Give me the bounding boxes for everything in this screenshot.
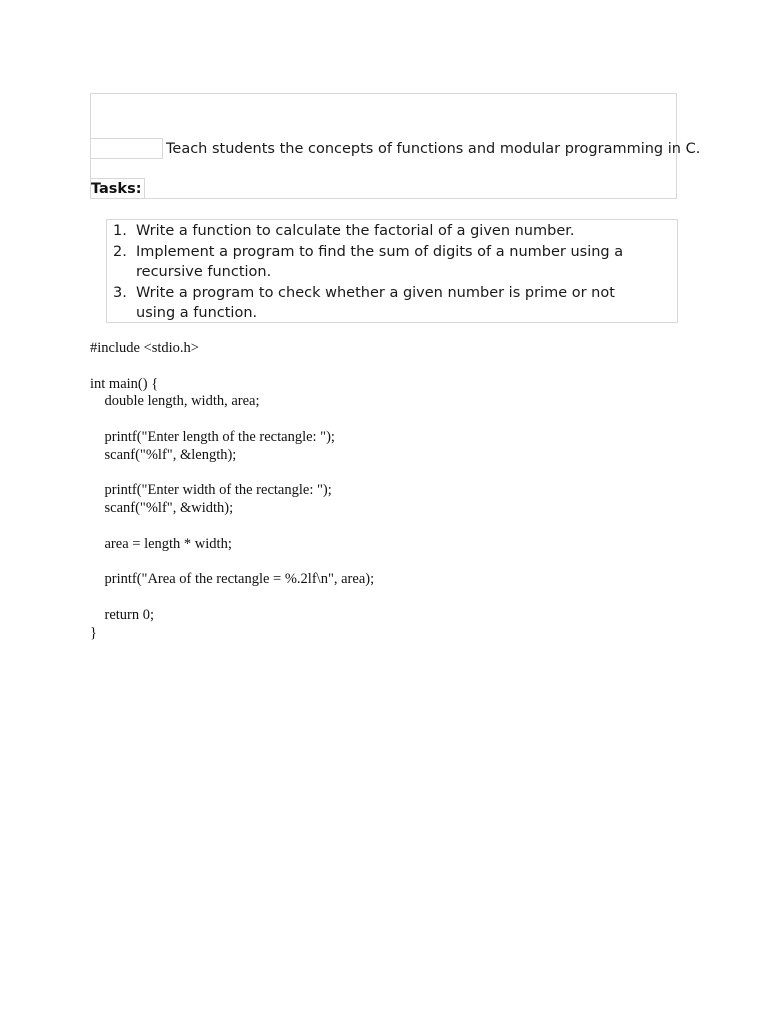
code-block [90, 340, 374, 643]
code-line: return 0; [90, 606, 155, 623]
code-line: area = length * width; [90, 535, 232, 552]
code-line: } [90, 624, 97, 641]
code-line [90, 411, 374, 429]
objective-label-cell [91, 138, 163, 159]
code-line: int main() { [90, 375, 159, 392]
task-item [107, 283, 677, 324]
task-number: 2. [113, 243, 127, 260]
code-line: double length, width, area; [90, 393, 260, 410]
task-list [107, 221, 677, 324]
code-line: printf("Enter length of the rectangle: "); [90, 428, 335, 445]
task-number: 3. [113, 284, 127, 301]
tasks-table [106, 219, 678, 323]
task-item [107, 221, 677, 242]
code-line: printf("Area of the rectangle = %.2lf\n", area); [90, 571, 375, 588]
objective-table [90, 93, 701, 199]
code-line: #include <stdio.h> [90, 340, 199, 356]
code-line [90, 518, 374, 536]
tasks-heading-cell [91, 178, 145, 199]
task-number: 1. [113, 223, 127, 239]
task-item [107, 242, 677, 283]
task-text: Write a function to calculate the factorial of a given number. [136, 223, 575, 239]
code-line [90, 554, 374, 572]
code-line: printf("Enter width of the rectangle: "); [90, 482, 332, 499]
task-text: Write a program to check whether a given number is prime or not using a function. [136, 284, 615, 321]
code-line [90, 465, 374, 483]
code-line: scanf("%lf", &length); [90, 446, 237, 463]
tasks-heading: Tasks: [91, 181, 142, 197]
task-text: Implement a program to find the sum of digits of a number using a recursive function. [136, 243, 624, 280]
code-line [90, 358, 374, 376]
code-line [90, 589, 374, 607]
code-line: scanf("%lf", &width); [90, 500, 234, 517]
objective-text: Teach students the concepts of functions and modular programming in C. [166, 141, 701, 157]
